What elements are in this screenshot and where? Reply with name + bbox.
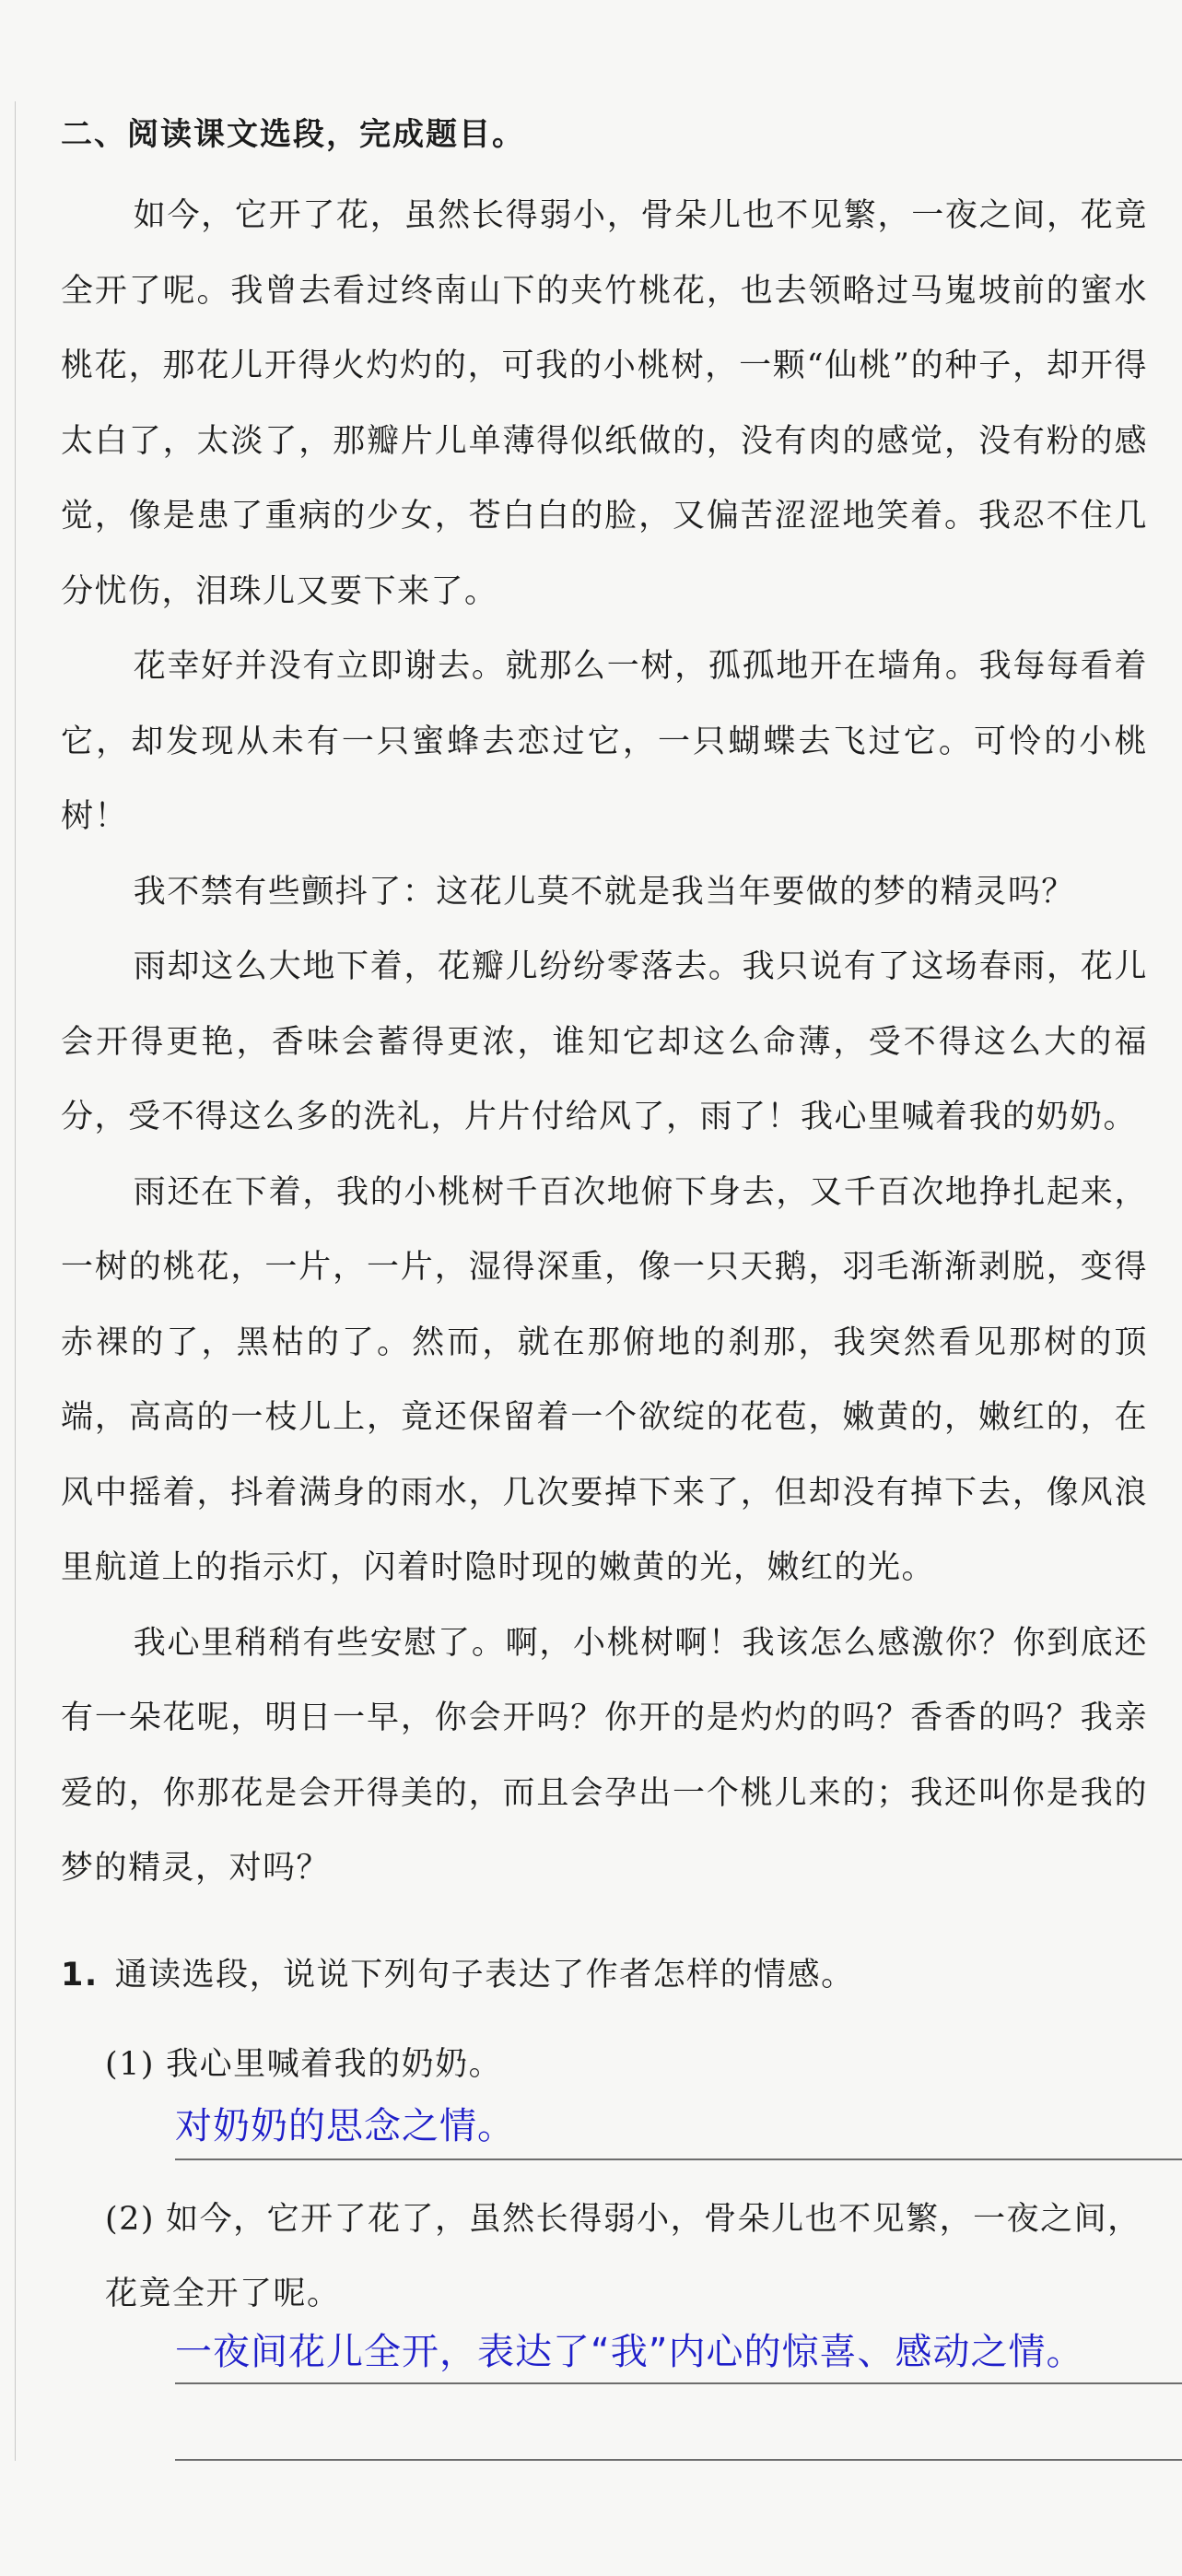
sub-question-2 [105, 2182, 1148, 2332]
reading-passage [61, 179, 1148, 1907]
answer-2: 一夜间花儿全开，表达了“我”内心的惊喜、感动之情。 [175, 2331, 1084, 2373]
sub-question-label: (2) [105, 2201, 156, 2238]
sub-question-1 [105, 2028, 1148, 2102]
question-1 [61, 1949, 1148, 1995]
answer-line [175, 2382, 1182, 2384]
question-prompt: 通读选段，说说下列句子表达了作者怎样的情感。 [114, 1957, 855, 1994]
passage-paragraph: 我不禁有些颤抖了：这花儿莫不就是我当年要做的梦的精灵吗？ [133, 873, 1075, 911]
section-heading: 二、阅读课文选段，完成题目。 [61, 116, 525, 153]
passage-paragraph: 花幸好并没有立即谢去。就那么一树，孤孤地开在墙角。我每每看着它，却发现从未有一只蜜蜂去恋过它，一只蝴蝶去飞过它。可怜的小桃树！ [61, 648, 1148, 835]
answer-line [175, 2158, 1182, 2160]
passage-paragraph: 雨还在下着，我的小桃树千百次地俯下身去，又千百次地挣扎起来，一树的桃花，一片，一片，湿得深重，像一只天鹅，羽毛渐渐剥脱，变得赤裸的了，黑枯的了。然而，就在那俯地的刹那，我突然看见那树的顶端，高高的一枝儿上，竟还保留着一个欲绽的花苞，嫩黄的，嫩红的，在风中摇着，抖着满身的雨水，几次要掉下来了，但却没有掉下去，像风浪里航道上的指示灯，闪着时隐时现的嫩黄的光，嫩红的光。 [61, 1173, 1148, 1586]
passage-paragraph: 我心里稍稍有些安慰了。啊，小桃树啊！我该怎么感激你？你到底还有一朵花呢，明日一早，你会开吗？你开的是灼灼的吗？香香的吗？我亲爱的，你那花是会开得美的，而且会孕出一个桃儿来的；我还叫你是我的梦的精灵，对吗？ [61, 1624, 1148, 1887]
passage-paragraph: 如今，它开了花，虽然长得弱小，骨朵儿也不见繁，一夜之间，花竟全开了呢。我曾去看过终南山下的夹竹桃花，也去领略过马嵬坡前的蜜水桃花，那花儿开得火灼灼的，可我的小桃树，一颗“仙桃”的种子，却开得太白了，太淡了，那瓣片儿单薄得似纸做的，没有肉的感觉，没有粉的感觉，像是患了重病的少女，苍白白的脸，又偏苦涩涩地笑着。我忍不住几分忧伤，泪珠儿又要下来了。 [61, 197, 1148, 610]
sub-question-label: (1) [105, 2046, 156, 2083]
question-number: 1. [61, 1957, 99, 1994]
page-margin-rule [15, 101, 16, 2461]
passage-paragraph: 雨却这么大地下着，花瓣儿纷纷零落去。我只说有了这场春雨，花儿会开得更艳，香味会蓄得更浓，谁知它却这么命薄，受不得这么大的福分，受不得这么多的洗礼，片片付给风了，雨了！我心里喊着我的奶奶。 [61, 948, 1148, 1135]
sub-question-text: 如今，它开了花了，虽然长得弱小，骨朵儿也不见繁，一夜之间，花竟全开了呢。 [105, 2201, 1141, 2312]
answer-1: 对奶奶的思念之情。 [175, 2105, 515, 2147]
sub-question-text: 我心里喊着我的奶奶。 [166, 2046, 503, 2083]
answer-line [175, 2459, 1182, 2461]
